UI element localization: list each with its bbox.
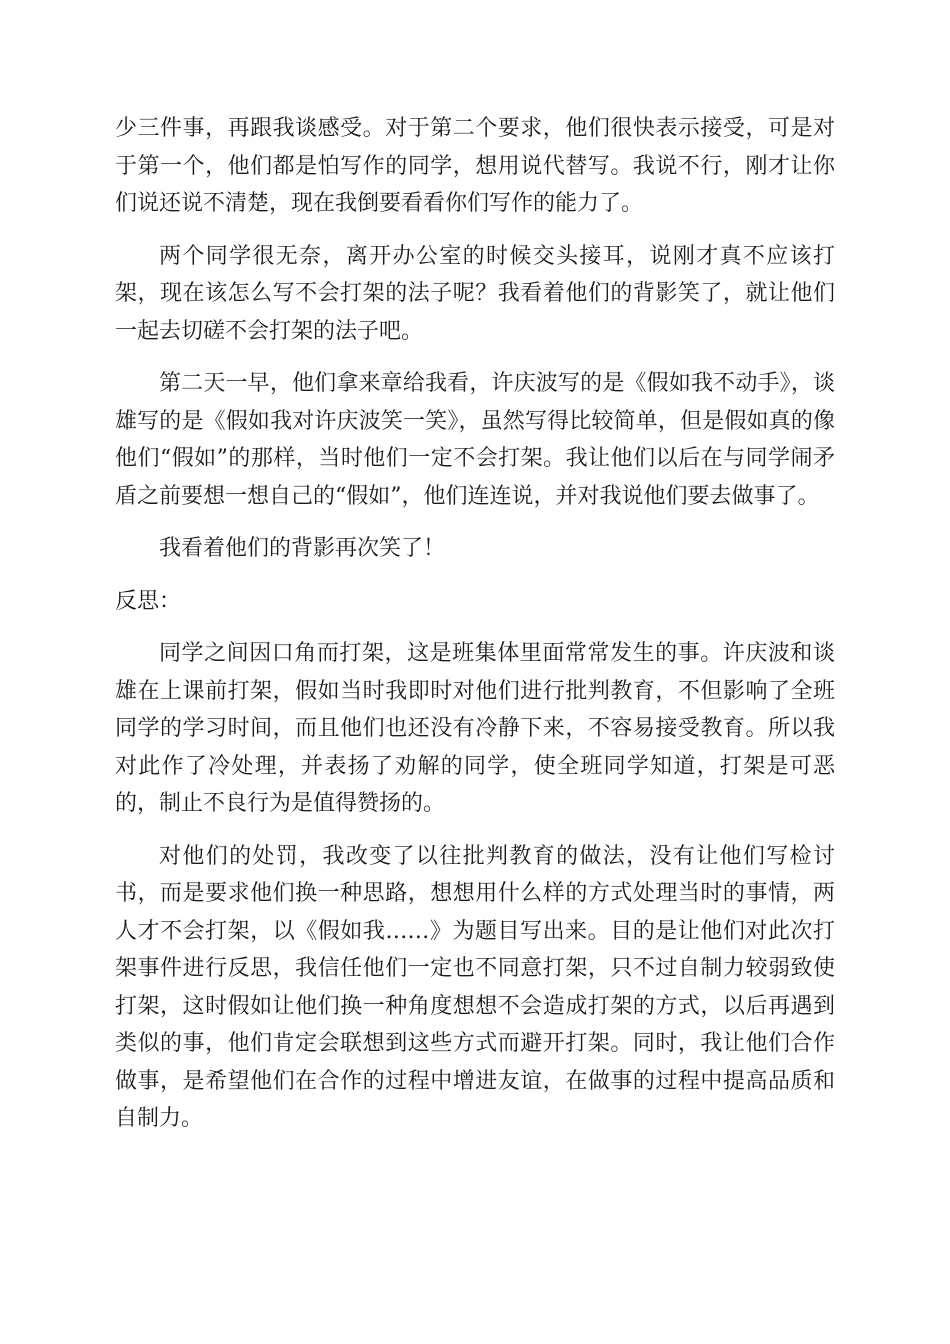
paragraph: 两个同学很无奈，离开办公室的时候交头接耳，说刚才真不应该打架，现在该怎么写不会打架的法子呢？我看着他们的背影笑了，就让他们一起去切磋不会打架的法子吧。 <box>115 243 835 344</box>
paragraph: 第二天一早，他们拿来章给我看，许庆波写的是《假如我不动手》，谈雄写的是《假如我对许庆波笑一笑》，虽然写得比较简单，但是假如真的像他们“假如”的那样，当时他们一定不会打架。我让他们以后在与同学闹矛盾之前要想一想自己的“假如”，他们连连说，并对我说他们要去做事了。 <box>115 371 835 509</box>
section-heading-reflection: 反思： <box>115 588 182 614</box>
document-body <box>115 110 835 1153</box>
paragraph: 同学之间因口角而打架，这是班集体里面常常发生的事。许庆波和谈雄在上课前打架，假如当时我即时对他们进行批判教育，不但影响了全班同学的学习时间，而且他们也还没有冷静下来，不容易接受教育。所以我对此作了冷处理，并表扬了劝解的同学，使全班同学知道，打架是可恶的，制止不良行为是值得赞扬的。 <box>115 641 835 816</box>
paragraph: 我看着他们的背影再次笑了！ <box>159 536 446 561</box>
paragraph-continuation: 少三件事，再跟我谈感受。对于第二个要求，他们很快表示接受，可是对于第一个，他们都是怕写作的同学，想用说代替写。我说不行，刚才让你们说还说不清楚，现在我倒要看看你们写作的能力了。 <box>115 116 835 216</box>
paragraph: 对他们的处罚，我改变了以往批判教育的做法，没有让他们写检讨书，而是要求他们换一种思路，想想用什么样的方式处理当时的事情，两人才不会打架，以《假如我……》为题目写出来。目的是让他们对此次打架事件进行反思，我信任他们一定也不同意打架，只不过自制力较弱致使打架，这时假如让他们换一种角度想想不会造成打架的方式，以后再遇到类似的事，他们肯定会联想到这些方式而避开打架。同时，我让他们合作做事，是希望他们在合作的过程中增进友谊，在做事的过程中提高品质和自制力。 <box>115 843 835 1131</box>
